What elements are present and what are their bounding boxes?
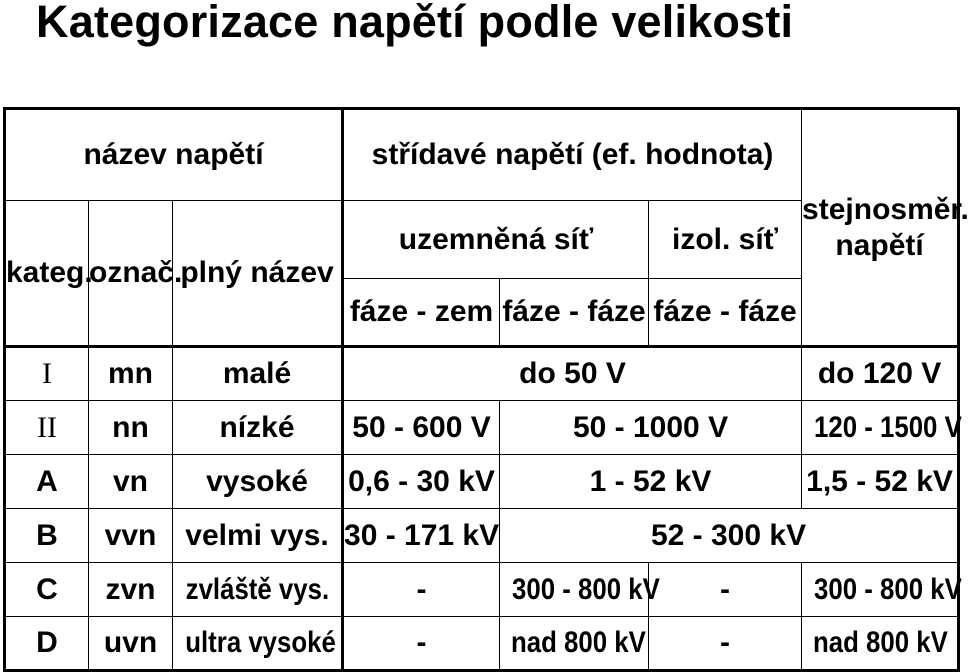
dc-voltage-cell: nad 800 kV xyxy=(802,617,959,671)
full-name-cell: vysoké xyxy=(173,455,343,509)
code-cell: vn xyxy=(89,455,173,509)
code-cell: vvn xyxy=(89,509,173,563)
header-phase-phase-earthed: fáze - fáze xyxy=(500,279,649,347)
dc-voltage-cell: 300 - 800 kV xyxy=(802,563,959,617)
table-row xyxy=(5,509,959,563)
phase-phase-cell: 1 - 52 kV xyxy=(500,455,802,509)
table-row xyxy=(5,455,959,509)
category-cell: B xyxy=(5,509,89,563)
category-cell: II xyxy=(5,401,89,455)
code-cell: nn xyxy=(89,401,173,455)
full-name-cell: velmi vys. xyxy=(173,509,343,563)
page-title: Kategorizace napětí podle velikosti xyxy=(36,0,794,47)
category-cell: C xyxy=(5,563,89,617)
voltage-category-table xyxy=(3,107,969,672)
category-cell: A xyxy=(5,455,89,509)
ac-voltage-cell: do 50 V xyxy=(343,347,802,401)
dc-voltage-cell: 1,5 - 52 kV xyxy=(802,455,959,509)
table-row xyxy=(5,401,959,455)
full-name-cell: malé xyxy=(173,347,343,401)
table-row xyxy=(5,563,959,617)
header-category: kateg. xyxy=(5,201,89,347)
dc-voltage-cell: do 120 V xyxy=(802,347,959,401)
phase-earth-cell: 50 - 600 V xyxy=(343,401,500,455)
header-phase-phase-isolated: fáze - fáze xyxy=(649,279,802,347)
full-name-cell: ultra vysoké xyxy=(173,617,343,671)
header-code: označ. xyxy=(89,201,173,347)
category-cell: I xyxy=(5,347,89,401)
phase-earth-cell: - xyxy=(343,617,500,671)
header-ac-voltage: střídavé napětí (ef. hodnota) xyxy=(343,109,802,201)
category-cell: D xyxy=(5,617,89,671)
header-phase-earth: fáze - zem xyxy=(343,279,500,347)
header-earthed-network: uzemněná síť xyxy=(343,201,649,279)
dc-voltage-cell: 120 - 1500 V xyxy=(802,401,959,455)
table-row xyxy=(5,617,959,671)
code-cell: zvn xyxy=(89,563,173,617)
full-name-cell: nízké xyxy=(173,401,343,455)
phase-phase-cell: 50 - 1000 V xyxy=(500,401,802,455)
full-name-cell: zvláště vys. xyxy=(173,563,343,617)
header-dc-voltage: stejnosměr. napětí xyxy=(802,109,959,347)
phase-earth-cell: - xyxy=(343,563,500,617)
phase-earth-cell: 30 - 171 kV xyxy=(343,509,500,563)
code-cell: mn xyxy=(89,347,173,401)
header-full-name: plný název xyxy=(173,201,343,347)
header-isolated-network: izol. síť xyxy=(649,201,802,279)
phase-earth-cell: 0,6 - 30 kV xyxy=(343,455,500,509)
isolated-phase-phase-cell: - xyxy=(649,563,802,617)
phase-phase-cell: nad 800 kV xyxy=(500,617,649,671)
table-row xyxy=(5,347,959,401)
phase-phase-cell: 300 - 800 kV xyxy=(500,563,649,617)
code-cell: uvn xyxy=(89,617,173,671)
isolated-phase-phase-cell: - xyxy=(649,617,802,671)
phase-phase-dc-cell: 52 - 300 kV xyxy=(500,509,959,563)
header-voltage-name: název napětí xyxy=(5,109,343,201)
